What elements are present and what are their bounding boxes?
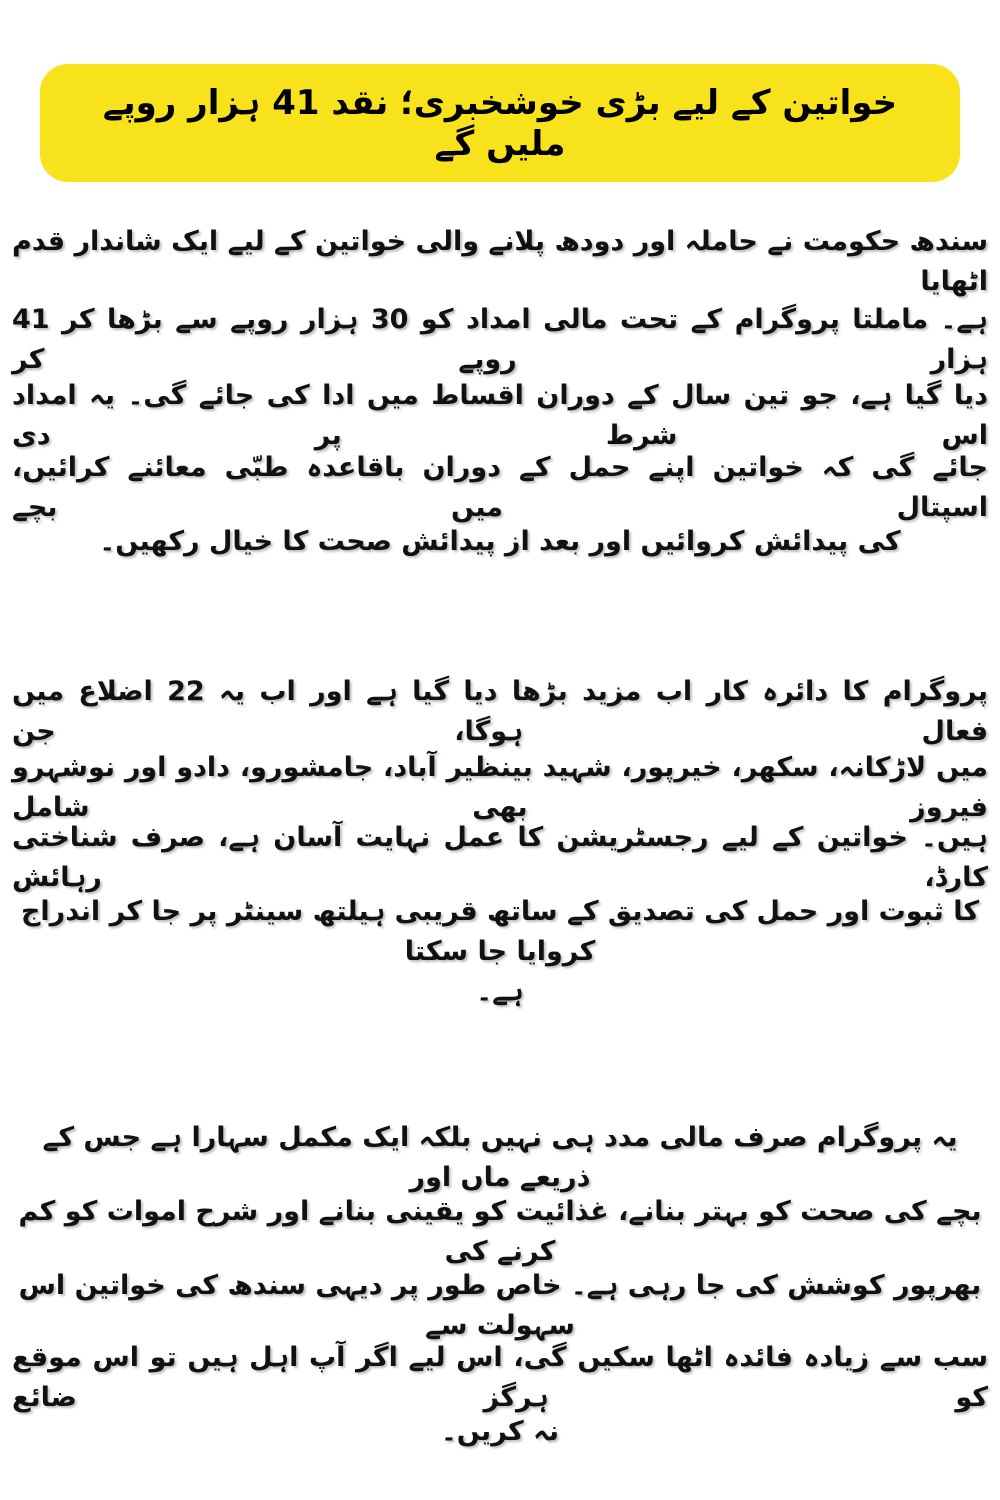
text-line: کی پیدائش کروائیں اور بعد از پیدائش صحت کا خیال رکھیں۔ [99, 526, 901, 557]
text-line: ہے۔ ماملتا پروگرام کے تحت مالی امداد کو 30 ہزار روپے سے بڑھا کر 41 ہزار روپے کر [12, 304, 988, 375]
text-line: ہیں۔ خواتین کے لیے رجسٹریشن کا عمل نہایت آسان ہے، صرف شناختی کارڈ، رہائش [12, 822, 988, 893]
text-line: ہے۔ [476, 976, 524, 1007]
text-line: دیا گیا ہے، جو تین سال کے دوران اقساط میں ادا کی جائے گی۔ یہ امداد اس شرط پر دی [12, 380, 988, 451]
headline-title: خواتین کے لیے بڑی خوشخبری؛ نقد 41 ہزار روپے ملیں گے [102, 83, 898, 164]
text-line: پروگرام کا دائرہ کار اب مزید بڑھا دیا گیا ہے اور اب یہ 22 اضلاع میں فعال ہوگا، جن [12, 676, 988, 747]
text-line: جائے گی کہ خواتین اپنے حمل کے دوران باقاعدہ طبّی معائنے کرائیں، اسپتال میں بچے [12, 452, 988, 523]
text-line: نہ کریں۔ [440, 1416, 560, 1447]
text-line: بھرپور کوشش کی جا رہی ہے۔ خاص طور پر دیہی سندھ کی خواتین اس سہولت سے [18, 1270, 982, 1341]
text-line: کا ثبوت اور حمل کی تصدیق کے ساتھ قریبی ہیلتھ سینٹر پر جا کر اندراج کروایا جا سکتا [20, 896, 980, 967]
text-line: میں لاڑکانہ، سکھر، خیرپور، شہید بینظیر آباد، جامشورو، دادو اور نوشہرو فیروز بھی شامل [12, 752, 988, 823]
text-line: سندھ حکومت نے حاملہ اور دودھ پلانے والی خواتین کے لیے ایک شاندار قدم اٹھایا [12, 226, 988, 297]
text-line: یہ پروگرام صرف مالی مدد ہی نہیں بلکہ ایک مکمل سہارا ہے جس کے ذریعے ماں اور [42, 1122, 958, 1193]
text-line: سب سے زیادہ فائدہ اٹھا سکیں گی، اس لیے اگر آپ اہل ہیں تو اس موقع کو ہرگز ضائع [12, 1342, 988, 1413]
text-line: بچے کی صحت کو بہتر بنانے، غذائیت کو یقینی بنانے اور شرح اموات کو کم کرنے کی [18, 1196, 982, 1267]
headline-banner [40, 64, 960, 182]
